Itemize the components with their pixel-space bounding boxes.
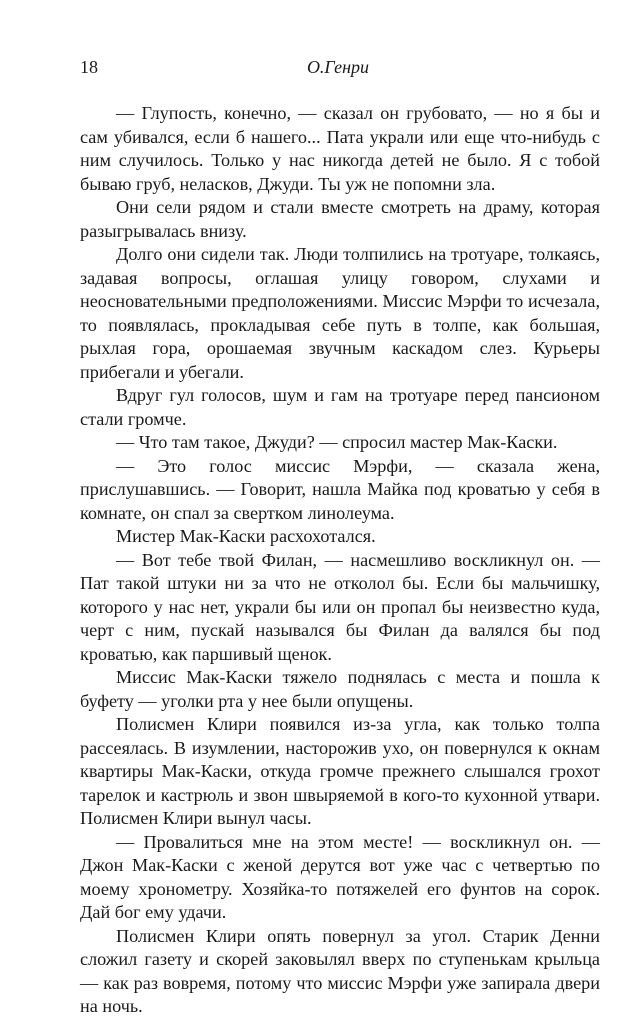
paragraph: Мистер Мак-Каски расхохотался. (116, 526, 376, 546)
paragraph: — Что там такое, Джуди? — спросил мастер Мак-Каски. (116, 432, 558, 452)
running-head-author: О.Генри (306, 57, 370, 77)
paragraph: — Провалиться мне на этом месте! — воскликнул он. — Джон Мак-Каски с женой дерутся вот уже час с четвертью по моему хронометру. Хозяйка-то потяжелей его фунтов на сорок. Дай бог ему удачи. (80, 831, 600, 922)
paragraph: Полисмен Клири опять повернул за угол. Старик Денни сложил газету и скорей заковылял вверх по ступенькам крыльца — как раз вовремя, потому что миссис Мэрфи уже запирала двери на ночь. (80, 925, 600, 1016)
page-number: 18 (80, 57, 98, 77)
paragraph: Вдруг гул голосов, шум и гам на тротуаре перед пансионом стали громче. (80, 385, 600, 429)
paragraph: — Глупость, конечно, — сказал он грубовато, — но я бы и сам убивался, если б нашего... Пата украли или еще что-нибудь с ним случилось. Только у нас никогда детей не было. Я с тобой бываю груб, неласков, Джуди. Ты уж не попомни зла. (80, 103, 600, 194)
paragraph: Полисмен Клири появился из-за угла, как только толпа рассеялась. В изумлении, насторожив ухо, он повернулся к окнам квартиры Мак-Каски, откуда громче прежнего слышался грохот тарелок и кастрюль и звон швыряемой в кого-то кухонной утвари. Полисмен Клири вынул часы. (80, 714, 600, 828)
paragraph: Миссис Мак-Каски тяжело поднялась с места и пошла к буфету — уголки рта у нее были опущены. (80, 667, 600, 711)
body-text (80, 102, 600, 1019)
paragraph: — Вот тебе твой Филан, — насмешливо воскликнул он. — Пат такой штуки ни за что не отколол бы. Если бы мальчишку, которого у нас нет, украли бы или он пропал бы неизвестно куда, черт с ним, пускай назывался бы Филан да валялся бы под кроватью, как паршивый щенок. (80, 549, 600, 664)
paragraph: — Это голос миссис Мэрфи, — сказала жена, прислушавшись. — Говорит, нашла Майка под кроватью у себя в комнате, он спал за свертком линолеума. (80, 455, 600, 523)
paragraph: Они сели рядом и стали вместе смотреть на драму, которая разыгрывалась внизу. (80, 197, 600, 241)
paragraph: Долго они сидели так. Люди толпились на тротуаре, толкаясь, задавая вопросы, оглашая улицу говором, слухами и неосновательными предположениями. Миссис Мэрфи то исчезала, то появлялась, прокладывая себе путь в толпе, как большая, рыхлая гора, орошаемая звучным каскадом слез. Курьеры прибегали и убегали. (80, 244, 600, 382)
